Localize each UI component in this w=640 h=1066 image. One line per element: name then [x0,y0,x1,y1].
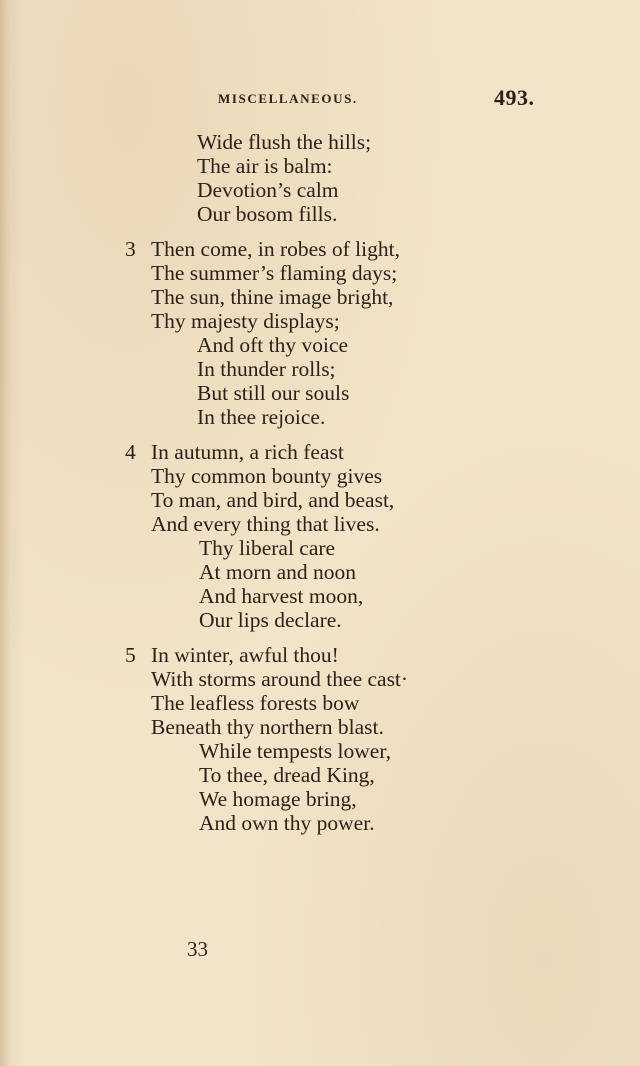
verse-line: With storms around thee cast· [151,667,409,691]
verse-line: Thy liberal care [199,536,336,560]
verse-line: The summer’s flaming days; [151,261,398,285]
page-header [0,85,640,112]
verse-line: While tempests lower, [199,739,391,763]
verse-line: We homage bring, [199,787,357,811]
verse-line: In autumn, a rich feast [151,440,344,464]
verse-line: In thee rejoice. [197,405,326,429]
verse-line: And oft thy voice [197,333,349,357]
page-number: 493. [494,85,535,110]
verse-line: Then come, in robes of light, [151,237,400,261]
verse-line: Devotion’s calm [197,178,339,202]
verse-line: The air is balm: [197,154,333,178]
verse-line: Our lips declare. [199,608,342,632]
verse-line: And own thy power. [199,811,375,835]
verse-line: To thee, dread King, [199,763,375,787]
verse-line: Thy majesty displays; [151,309,340,333]
verse-line: And harvest moon, [199,584,364,608]
verse-line: In thunder rolls; [197,357,336,381]
stanza-number: 4 [125,440,136,464]
verse-line: And every thing that lives. [151,512,380,536]
verse-line: The sun, thine image bright, [151,285,394,309]
verse-line: The leafless forests bow [151,691,360,715]
stanza-number: 3 [125,237,136,261]
verse-line: To man, and bird, and beast, [151,488,395,512]
verse-line: In winter, awful thou! [151,643,339,667]
verse-line: At morn and noon [199,560,357,584]
verse-line: Our bosom fills. [197,202,338,226]
verse-line: Thy common bounty gives [151,464,383,488]
stanza-number: 5 [125,643,136,667]
verse-line: But still our souls [197,381,350,405]
verse-line: Beneath thy northern blast. [151,715,384,739]
running-head: MISCELLANEOUS. [218,91,358,106]
verse-line: Wide flush the hills; [197,130,372,154]
signature-mark: 33 [187,937,208,961]
